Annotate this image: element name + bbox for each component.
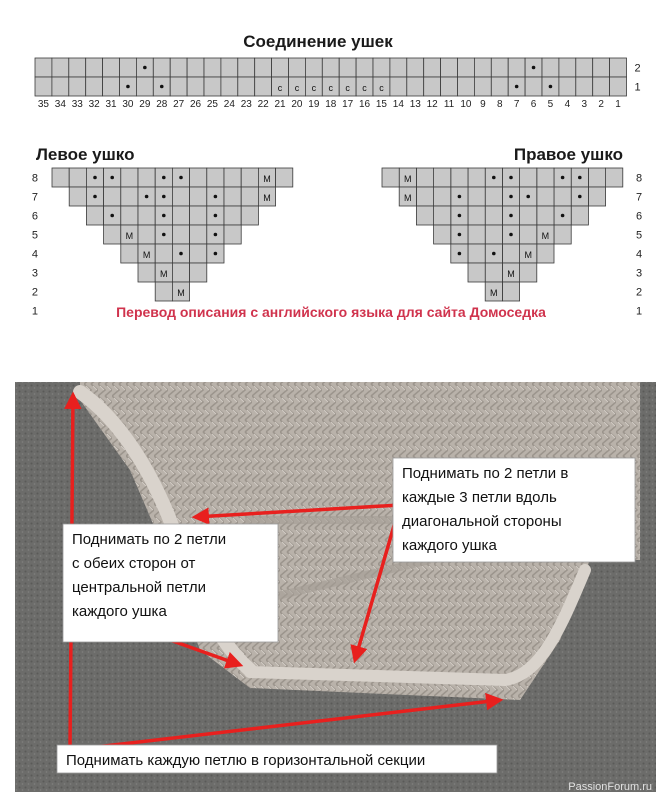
ear-cell bbox=[588, 168, 605, 187]
symbol-dot bbox=[143, 66, 147, 70]
column-number: 14 bbox=[392, 99, 404, 110]
join-cell bbox=[576, 58, 593, 77]
join-cell bbox=[136, 77, 153, 96]
join-cell bbox=[610, 58, 627, 77]
column-number: 22 bbox=[257, 99, 269, 110]
column-number: 10 bbox=[460, 99, 472, 110]
join-cell bbox=[204, 58, 221, 77]
column-number: 12 bbox=[426, 99, 438, 110]
ear-cell bbox=[468, 225, 485, 244]
join-cell bbox=[542, 58, 559, 77]
join-cell bbox=[238, 77, 255, 96]
symbol-m: M bbox=[142, 250, 151, 260]
symbol-dot bbox=[578, 176, 582, 180]
ear-cell bbox=[520, 168, 537, 187]
right-ear-chart bbox=[382, 168, 623, 301]
symbol-dot bbox=[93, 195, 97, 199]
symbol-dot bbox=[526, 195, 530, 199]
symbol-m: M bbox=[524, 250, 532, 260]
ear-cell bbox=[537, 244, 554, 263]
row-number: 3 bbox=[636, 267, 643, 280]
column-number: 32 bbox=[88, 99, 100, 110]
right-ear-row-labels bbox=[636, 173, 642, 318]
join-cell bbox=[120, 58, 137, 77]
row-number: 6 bbox=[31, 210, 38, 223]
join-cell bbox=[305, 58, 322, 77]
join-cell bbox=[474, 58, 491, 77]
symbol-dot bbox=[110, 214, 114, 218]
ear-cell bbox=[241, 168, 258, 187]
symbol-dot bbox=[561, 214, 565, 218]
ear-cell bbox=[69, 187, 86, 206]
ear-cell bbox=[520, 225, 537, 244]
symbol-dot bbox=[458, 214, 462, 218]
ear-cell bbox=[502, 282, 519, 301]
symbol-m: M bbox=[404, 174, 412, 184]
join-cell bbox=[458, 77, 475, 96]
symbol-dot bbox=[509, 233, 513, 237]
symbol-dot bbox=[162, 176, 166, 180]
ear-cell bbox=[69, 168, 86, 187]
row-number: 4 bbox=[31, 248, 38, 261]
join-cell bbox=[508, 58, 525, 77]
symbol-m: M bbox=[263, 193, 271, 203]
site-footer: PassionForum.ru bbox=[568, 781, 652, 793]
join-cell bbox=[255, 58, 272, 77]
symbol-c: c bbox=[345, 83, 350, 93]
symbol-dot bbox=[110, 176, 114, 180]
ear-cell bbox=[434, 225, 451, 244]
ear-cell bbox=[468, 206, 485, 225]
ear-cell bbox=[172, 225, 189, 244]
join-cell bbox=[322, 58, 339, 77]
join-cell bbox=[35, 77, 52, 96]
column-number: 6 bbox=[530, 99, 537, 110]
callout-line: с обеих сторон от bbox=[72, 555, 196, 572]
ear-cell bbox=[241, 206, 258, 225]
symbol-dot bbox=[179, 252, 183, 256]
symbol-c: c bbox=[379, 83, 384, 93]
ear-cell bbox=[606, 168, 623, 187]
ear-cell bbox=[537, 206, 554, 225]
ear-cell bbox=[588, 187, 605, 206]
column-number: 31 bbox=[105, 99, 117, 110]
row-number: 2 bbox=[634, 62, 641, 75]
join-cell bbox=[52, 58, 69, 77]
row-number: 2 bbox=[31, 286, 38, 299]
symbol-m: M bbox=[125, 231, 134, 241]
callout-left bbox=[63, 524, 278, 642]
ear-cell bbox=[138, 206, 155, 225]
join-cell bbox=[170, 58, 187, 77]
join-row-labels bbox=[635, 63, 641, 94]
join-cell bbox=[69, 77, 86, 96]
row-number: 1 bbox=[31, 305, 38, 318]
symbol-m: M bbox=[404, 193, 412, 203]
ear-cell bbox=[121, 187, 138, 206]
symbol-c: c bbox=[277, 83, 283, 93]
join-cell bbox=[559, 58, 576, 77]
column-number: 35 bbox=[37, 99, 50, 110]
ear-cell bbox=[155, 244, 172, 263]
join-cell bbox=[272, 58, 289, 77]
left-ear-chart bbox=[52, 168, 293, 301]
column-number: 13 bbox=[409, 99, 421, 110]
symbol-dot bbox=[515, 85, 519, 89]
ear-cell bbox=[554, 187, 571, 206]
ear-cell bbox=[190, 206, 207, 225]
join-cell bbox=[153, 58, 170, 77]
join-cell bbox=[407, 77, 424, 96]
join-cell bbox=[255, 77, 272, 96]
callout-line: каждого ушка bbox=[402, 537, 497, 554]
column-number: 25 bbox=[206, 99, 219, 110]
symbol-dot bbox=[93, 176, 97, 180]
ear-cell bbox=[121, 206, 138, 225]
join-cell bbox=[441, 77, 458, 96]
column-number: 20 bbox=[291, 99, 303, 110]
symbol-c: c bbox=[311, 83, 317, 93]
symbol-dot bbox=[458, 233, 462, 237]
ear-cell bbox=[537, 168, 554, 187]
callout-line: Поднимать по 2 петли в bbox=[402, 465, 569, 482]
symbol-dot bbox=[162, 195, 166, 199]
ear-cell bbox=[224, 187, 241, 206]
join-cell bbox=[289, 58, 306, 77]
column-number: 30 bbox=[122, 99, 134, 110]
ear-cell bbox=[86, 206, 103, 225]
column-number: 17 bbox=[342, 99, 354, 110]
callout-line: центральной петли bbox=[72, 579, 206, 596]
symbol-dot bbox=[162, 214, 166, 218]
ear-cell bbox=[138, 225, 155, 244]
join-cell bbox=[525, 77, 542, 96]
column-number: 16 bbox=[358, 99, 371, 110]
join-cell bbox=[474, 77, 491, 96]
join-cell bbox=[424, 77, 441, 96]
join-cell bbox=[491, 58, 508, 77]
left-ear-row-labels bbox=[32, 173, 38, 318]
symbol-dot bbox=[578, 195, 582, 199]
row-number: 1 bbox=[636, 305, 643, 318]
column-number: 33 bbox=[71, 99, 83, 110]
join-cell bbox=[441, 58, 458, 77]
column-number: 34 bbox=[54, 99, 66, 110]
row-number: 7 bbox=[636, 191, 643, 204]
column-number: 5 bbox=[547, 99, 554, 110]
join-cell bbox=[373, 58, 390, 77]
column-number: 8 bbox=[496, 99, 503, 110]
symbol-dot bbox=[532, 66, 536, 70]
ear-cell bbox=[502, 244, 519, 263]
join-cell bbox=[610, 77, 627, 96]
column-number: 7 bbox=[513, 99, 520, 110]
callout-bottom bbox=[57, 745, 497, 773]
row-number: 1 bbox=[634, 81, 641, 94]
row-number: 3 bbox=[31, 267, 38, 280]
ear-cell bbox=[571, 206, 588, 225]
right-ear-title: Правое ушко bbox=[513, 145, 623, 164]
ear-cell bbox=[190, 168, 207, 187]
ear-cell bbox=[276, 168, 293, 187]
symbol-dot bbox=[162, 233, 166, 237]
ear-cell bbox=[224, 168, 241, 187]
ear-cell bbox=[451, 168, 468, 187]
join-cell bbox=[559, 77, 576, 96]
join-cell bbox=[221, 58, 238, 77]
column-number: 27 bbox=[173, 99, 185, 110]
row-number: 8 bbox=[31, 172, 38, 185]
column-number: 21 bbox=[274, 99, 286, 110]
column-number: 26 bbox=[189, 99, 202, 110]
ear-cell bbox=[138, 263, 155, 282]
column-number: 29 bbox=[139, 99, 151, 110]
symbol-dot bbox=[214, 252, 218, 256]
ear-cell bbox=[416, 168, 433, 187]
symbol-dot bbox=[458, 252, 462, 256]
ear-cell bbox=[224, 225, 241, 244]
ear-cell bbox=[485, 206, 502, 225]
symbol-dot bbox=[214, 195, 218, 199]
ear-cell bbox=[172, 187, 189, 206]
symbol-m: M bbox=[177, 288, 185, 298]
join-cell bbox=[52, 77, 69, 96]
join-cell bbox=[103, 58, 120, 77]
join-cell bbox=[69, 58, 86, 77]
join-cell bbox=[221, 77, 238, 96]
join-cell bbox=[187, 58, 204, 77]
symbol-dot bbox=[179, 176, 183, 180]
ear-cell bbox=[190, 263, 207, 282]
ear-cell bbox=[104, 187, 121, 206]
ear-cell bbox=[520, 263, 537, 282]
column-number: 18 bbox=[325, 99, 337, 110]
row-number: 5 bbox=[31, 229, 38, 242]
row-number: 8 bbox=[636, 172, 643, 185]
column-number: 28 bbox=[156, 99, 168, 110]
symbol-m: M bbox=[541, 231, 550, 241]
callout-line: Поднимать по 2 петли bbox=[72, 531, 227, 548]
column-number: 19 bbox=[308, 99, 320, 110]
row-number: 4 bbox=[636, 248, 643, 261]
symbol-m: M bbox=[263, 174, 271, 184]
symbol-dot bbox=[145, 195, 149, 199]
ear-cell bbox=[172, 263, 189, 282]
ear-cell bbox=[121, 244, 138, 263]
callout-line: диагональной стороны bbox=[402, 513, 562, 530]
column-number: 15 bbox=[375, 99, 388, 110]
ear-cell bbox=[190, 225, 207, 244]
column-number: 23 bbox=[240, 99, 252, 110]
column-number: 4 bbox=[564, 99, 571, 110]
join-cell bbox=[593, 58, 610, 77]
join-cell bbox=[86, 77, 103, 96]
ear-cell bbox=[485, 187, 502, 206]
ear-cell bbox=[485, 263, 502, 282]
join-chart-grid bbox=[35, 58, 627, 96]
watermark-text: Перевод описания с английского языка для сайта Домоседка bbox=[116, 304, 546, 320]
column-number: 2 bbox=[598, 99, 604, 110]
join-cell bbox=[491, 77, 508, 96]
symbol-dot bbox=[549, 85, 553, 89]
ear-cell bbox=[224, 206, 241, 225]
ear-cell bbox=[434, 168, 451, 187]
symbol-c: c bbox=[294, 83, 300, 93]
symbol-dot bbox=[509, 195, 513, 199]
ear-cell bbox=[485, 225, 502, 244]
symbol-dot bbox=[214, 233, 218, 237]
join-cell bbox=[593, 77, 610, 96]
ear-cell bbox=[468, 168, 485, 187]
join-cell bbox=[170, 77, 187, 96]
symbol-dot bbox=[509, 176, 513, 180]
column-number: 9 bbox=[480, 99, 486, 110]
symbol-dot bbox=[561, 176, 565, 180]
join-chart-title: Соединение ушек bbox=[243, 32, 393, 51]
ear-cell bbox=[138, 168, 155, 187]
join-column-labels bbox=[38, 99, 621, 110]
symbol-dot bbox=[492, 176, 496, 180]
join-cell bbox=[339, 58, 356, 77]
ear-cell bbox=[434, 206, 451, 225]
symbol-dot bbox=[492, 252, 496, 256]
ear-cell bbox=[190, 244, 207, 263]
join-cell bbox=[238, 58, 255, 77]
join-cell bbox=[390, 58, 407, 77]
ear-cell bbox=[207, 168, 224, 187]
join-cell bbox=[576, 77, 593, 96]
callout-bottom-text: Поднимать каждую петлю в горизонтальной секции bbox=[66, 752, 426, 769]
symbol-dot bbox=[160, 85, 164, 89]
ear-cell bbox=[190, 187, 207, 206]
symbol-m: M bbox=[507, 269, 515, 279]
row-number: 7 bbox=[31, 191, 38, 204]
row-number: 6 bbox=[636, 210, 643, 223]
callout-line: каждые 3 петли вдоль bbox=[402, 489, 557, 506]
column-number: 11 bbox=[443, 99, 455, 110]
ear-cell bbox=[468, 187, 485, 206]
column-number: 3 bbox=[581, 99, 588, 110]
ear-cell bbox=[241, 187, 258, 206]
join-cell bbox=[424, 58, 441, 77]
ear-cell bbox=[382, 168, 399, 187]
ear-cell bbox=[104, 225, 121, 244]
join-cell bbox=[356, 58, 373, 77]
ear-cell bbox=[416, 206, 433, 225]
ear-cell bbox=[468, 263, 485, 282]
join-cell bbox=[187, 77, 204, 96]
symbol-dot bbox=[509, 214, 513, 218]
join-cell bbox=[407, 58, 424, 77]
symbol-dot bbox=[458, 195, 462, 199]
row-number: 5 bbox=[636, 229, 643, 242]
row-number: 2 bbox=[636, 286, 643, 299]
ear-cell bbox=[434, 187, 451, 206]
ear-cell bbox=[468, 244, 485, 263]
symbol-c: c bbox=[328, 83, 333, 93]
join-cell bbox=[86, 58, 103, 77]
callout-top-right bbox=[393, 458, 635, 562]
left-ear-title: Левое ушко bbox=[36, 145, 135, 164]
ear-cell bbox=[537, 187, 554, 206]
ear-cell bbox=[121, 168, 138, 187]
join-cell bbox=[103, 77, 120, 96]
symbol-m: M bbox=[490, 288, 498, 298]
join-cell bbox=[458, 58, 475, 77]
symbol-dot bbox=[126, 85, 130, 89]
column-number: 1 bbox=[615, 99, 621, 110]
symbol-dot bbox=[214, 214, 218, 218]
ear-cell bbox=[520, 206, 537, 225]
symbol-c: c bbox=[362, 83, 367, 93]
ear-cell bbox=[155, 282, 172, 301]
join-cell bbox=[35, 58, 52, 77]
ear-cell bbox=[52, 168, 69, 187]
callout-line: каждого ушка bbox=[72, 603, 167, 620]
symbol-m: M bbox=[160, 269, 168, 279]
join-cell bbox=[390, 77, 407, 96]
ear-cell bbox=[554, 225, 571, 244]
ear-cell bbox=[416, 187, 433, 206]
join-cell bbox=[204, 77, 221, 96]
column-number: 24 bbox=[223, 99, 235, 110]
ear-cell bbox=[172, 206, 189, 225]
